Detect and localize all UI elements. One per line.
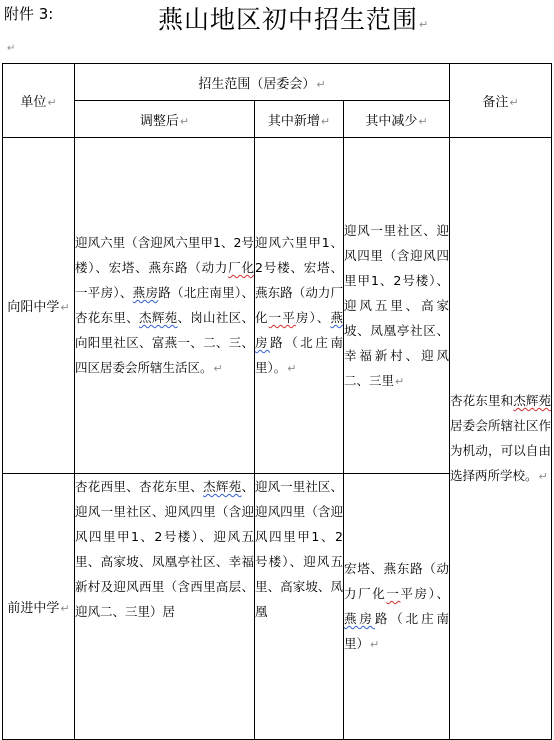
cell-text: 迎风六里甲1、2号楼、宏塔、燕东路（动力厂化	[255, 235, 343, 325]
unit-cell: 前进中学↵	[3, 474, 75, 740]
cell-text: 路（北庄南里）。	[255, 335, 343, 375]
adjusted-cell	[75, 474, 255, 740]
cell-text: 、岗山社区、向阳里社区、富燕一、二、三、四区居委会所辖生活区。	[75, 310, 254, 375]
cell-text: 迎风一里社区、迎风四里（含迎风四里甲1、2号楼）、迎风五里、高家坡、凤凰亭社区、幸福新村、迎风二、三里	[344, 222, 450, 388]
paragraph-mark-icon: ↵	[370, 638, 380, 651]
cell-text: 平房）、	[400, 586, 450, 601]
header-remark: 备注↵	[450, 64, 552, 138]
unit-cell: 向阳中学↵	[3, 138, 75, 474]
remark-cell	[450, 138, 552, 740]
header-reduced: 其中减少↵	[344, 101, 450, 138]
table-row	[3, 138, 552, 474]
header-added: 其中新增↵	[255, 101, 344, 138]
header-scope: 招生范围（居委会）↵	[75, 64, 450, 101]
cell-text: 杏花西里、杏花东里、	[75, 479, 204, 494]
cell-text: 居委会所辖社区作为机动，可以自由选择两所学校。	[450, 418, 552, 483]
cell-text: 迎风一里社区、迎风四里（含迎风四里甲1、2号楼）、迎风五里、高家坡、凤凰	[255, 479, 343, 619]
cell-text: 杰辉苑	[513, 393, 552, 408]
enrollment-table	[2, 63, 552, 740]
added-cell	[255, 474, 344, 740]
cell-text: 杰辉苑	[203, 479, 242, 494]
cell-text: 燕房	[255, 310, 343, 350]
cell-text: 一	[386, 586, 401, 601]
cell-text: 一平	[268, 310, 296, 325]
cell-text: 杏花东里和	[450, 393, 514, 408]
cell-text: 迎风六里（含迎风六里甲1、2号楼）、宏塔、燕东路（动力	[75, 235, 254, 275]
adjusted-cell	[75, 138, 255, 474]
cell-text: 路（北庄南里）、杏花东里、	[75, 285, 254, 325]
cell-text: 房）、	[295, 310, 331, 325]
cell-text: 燕房	[132, 285, 159, 300]
reduced-cell	[344, 474, 450, 740]
header-adjusted: 调整后↵	[75, 101, 255, 138]
page-title: 燕山地区初中招生范围↵	[158, 5, 430, 34]
cell-text: 、迎风一里社区、迎风四里（含迎风四里甲1、2号楼）、迎风五里、高家坡、凤凰亭社区、幸福新村及迎风西里（含西里高层、迎风二、三里）居	[75, 479, 254, 619]
cell-text: 燕房	[344, 611, 375, 626]
paragraph-mark-icon: ↵	[213, 362, 223, 375]
cell-text: 杰辉苑	[139, 310, 178, 325]
cell-text: 厂化	[228, 260, 254, 275]
added-cell	[255, 138, 344, 474]
paragraph-mark-icon: ↵	[287, 362, 297, 375]
paragraph-mark-icon: ↵	[538, 470, 548, 483]
cell-text: 宏塔、燕东路（动力厂化	[344, 561, 450, 601]
reduced-cell	[344, 138, 450, 474]
paragraph-mark-icon: ↵	[7, 43, 16, 54]
cell-text: 一平房）、	[75, 285, 133, 300]
attachment-label: 附件 3:	[4, 5, 54, 23]
header-unit: 单位↵	[3, 64, 75, 138]
paragraph-mark-icon: ↵	[419, 18, 430, 31]
cell-text: 路（北庄南里）	[344, 611, 450, 651]
paragraph-mark-icon: ↵	[395, 374, 405, 388]
